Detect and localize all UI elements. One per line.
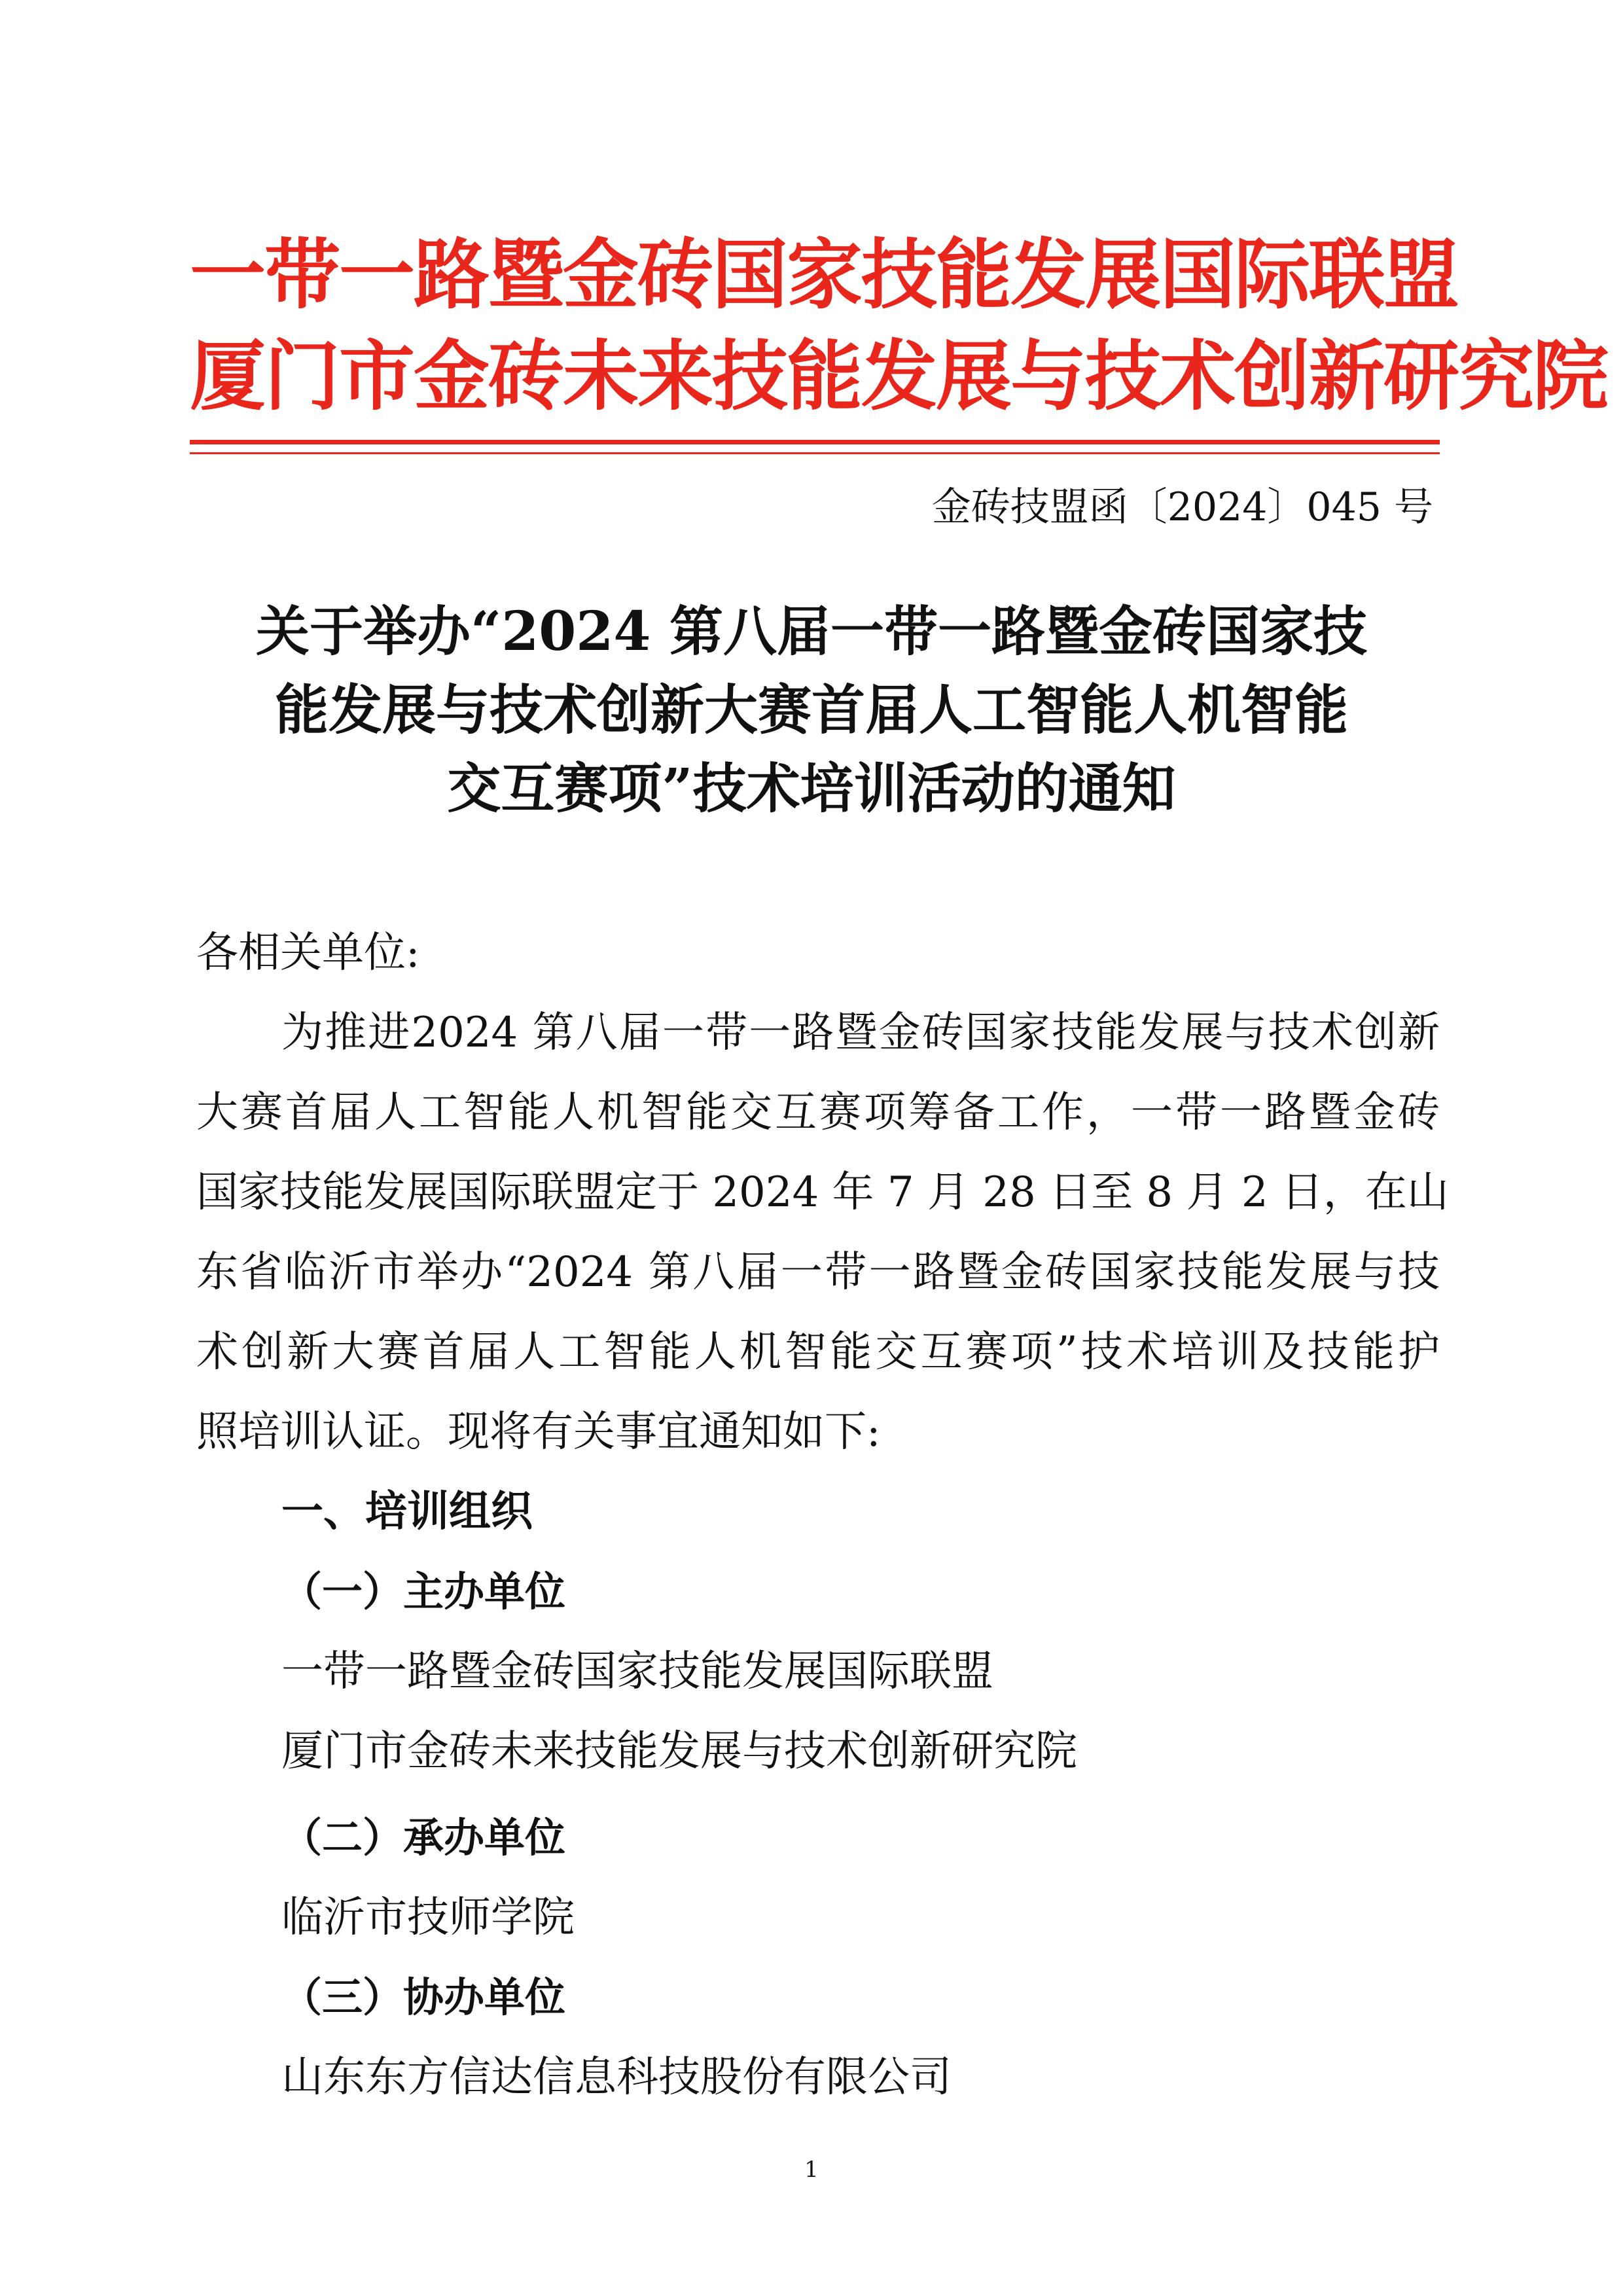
intro-line: 大赛首届人工智能人机智能交互赛项筹备工作，一带一路暨金砖 xyxy=(196,1088,1440,1137)
subsection-heading-co-organizer: （三）协办单位 xyxy=(281,1973,566,2021)
title-line: 能发展与技术创新大赛首届人工智能人机智能 xyxy=(274,679,1348,742)
intro-line: 国家技能发展国际联盟定于 2024 年 7 月 28 日至 8 月 2 日，在山 xyxy=(196,1168,1449,1217)
section-heading: 一、培训组织 xyxy=(281,1488,533,1536)
letterhead-org-2: 厦门市金砖未来技能发展与技术创新研究院 xyxy=(190,332,1607,421)
letterhead-rule-thin xyxy=(190,452,1440,454)
intro-line: 为推进2024 第八届一带一路暨金砖国家技能发展与技术创新 xyxy=(281,1009,1440,1057)
host-org-item: 厦门市金砖未来技能发展与技术创新研究院 xyxy=(281,1727,1077,1776)
subsection-heading-host: （一）主办单位 xyxy=(281,1568,566,1615)
intro-line: 东省临沂市举办“2024 第八届一带一路暨金砖国家技能发展与技 xyxy=(196,1248,1440,1297)
host-org-item: 一带一路暨金砖国家技能发展国际联盟 xyxy=(281,1647,993,1696)
co-organizer-item: 山东东方信达信息科技股份有限公司 xyxy=(281,2053,952,2102)
document-body xyxy=(196,913,1449,2117)
page-number: 1 xyxy=(804,2157,819,2183)
title-line: 关于举办“2024 第八届一带一路暨金砖国家技 xyxy=(256,600,1367,663)
intro-line: 术创新大赛首届人工智能人机智能交互赛项”技术培训及技能护 xyxy=(196,1328,1440,1376)
letterhead-rule-thick xyxy=(190,440,1440,444)
letterhead-org-1: 一带一路暨金砖国家技能发展国际联盟 xyxy=(190,230,1458,319)
subsection-heading-organizer: （二）承办单位 xyxy=(281,1814,566,1861)
intro-line: 照培训认证。现将有关事宜通知如下: xyxy=(196,1408,881,1456)
document-title xyxy=(196,592,1427,828)
salutation: 各相关单位: xyxy=(196,929,420,977)
title-line: 交互赛项”技术培训活动的通知 xyxy=(447,757,1176,820)
document-number: 金砖技盟函〔2024〕045 号 xyxy=(931,484,1433,530)
organizer-item: 临沂市技师学院 xyxy=(281,1893,575,1942)
